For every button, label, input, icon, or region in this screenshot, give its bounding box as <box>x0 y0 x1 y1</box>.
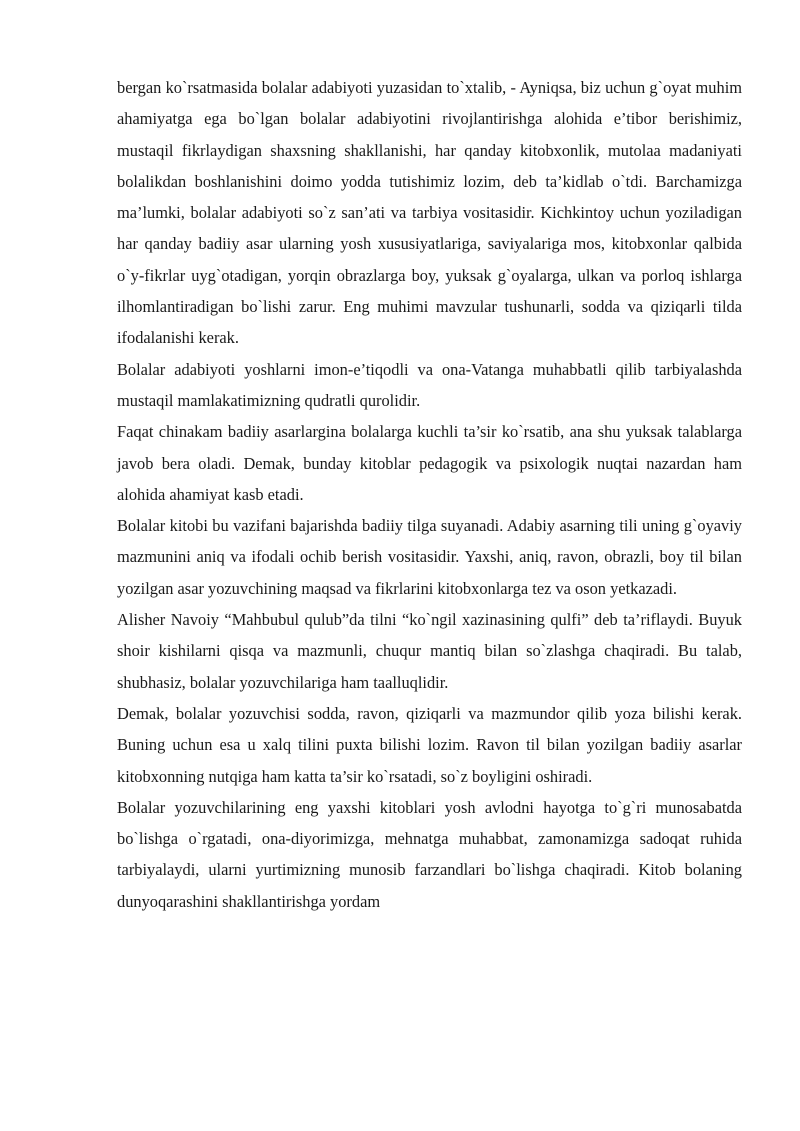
document-page <box>117 72 742 917</box>
paragraph-4: Bolalar kitobi bu vazifani bajarishda badiiy tilga suyanadi. Adabiy asarning tili uning g`oyaviy mazmunini aniq va ifodali ochib berish vositasidir. Yaxshi, aniq, ravon, obrazli, boy til bilan yozilgan asar yozuvchining maqsad va fikrlarini kitobxonlarga tez va oson yetkazadi. <box>117 516 742 598</box>
paragraph-2: Bolalar adabiyoti yoshlarni imon-e’tiqodli va ona-Vatanga muhabbatli qilib tarbiyalashda mustaqil mamlakatimizning qudratli qurolidir. <box>117 359 742 410</box>
paragraph-6: Demak, bolalar yozuvchisi sodda, ravon, qiziqarli va mazmundor qilib yoza bilishi kerak. Buning uchun esa u xalq tilini puxta bilishi lozim. Ravon til bilan yozilgan badiiy asarlar kitobxonning nutqiga ham katta ta’sir ko`rsatadi, so`z boyligini oshiradi. <box>117 703 742 786</box>
paragraph-7: Bolalar yozuvchilarining eng yaxshi kitoblari yosh avlodni hayotga to`g`ri munosabatda bo`lishga o`rgatadi, ona-diyorimizga, mehnatga muhabbat, zamonamizga sadoqat ruhida tarbiyalaydi, ularni yurtimizning munosib farzandlari bo`lishga chaqiradi. Kitob bolaning dunyoqarashini shakllantirishga yordam <box>117 797 742 911</box>
paragraph-1: bergan ko`rsatmasida bolalar adabiyoti yuzasidan to`xtalib, - Ayniqsa, biz uchun g`oyat muhim ahamiyatga ega bo`lgan bolalar adabiyotini rivojlantirishga alohida e’tibor berishimiz, mustaqil fikrlaydigan shaxsning shakllanishi, har qanday kitobxonlik, mutolaa madaniyati bolalikdan boshlanishini doimo yodda tutishimiz lozim, deb ta’kidlab o`tdi. Barchamizga ma’lumki, bolalar adabiyoti so`z san’ati va tarbiya vositasidir. Kichkintoy uchun yoziladigan har qanday badiiy asar ularning yosh xususiyatlariga, saviyalariga mos, kitobxonlar qalbida o`y-fikrlar uyg`otadigan, yorqin obrazlarga boy, yuksak g`oyalarga, ulkan va porloq ishlarga ilhomlantiradigan bo`lishi zarur. Eng muhimi mavzular tushunarli, sodda va qiziqarli tilda ifodalanishi kerak. <box>117 78 742 348</box>
paragraph-5: Alisher Navoiy “Mahbubul qulub”da tilni “ko`ngil xazinasining qulfi” deb ta’riflaydi. Buyuk shoir kishilarni qisqa va mazmunli, chuqur mantiq bilan so`zlashga chaqiradi. Bu talab, shubhasiz, bolalar yozuvchilariga ham taalluqlidir. <box>117 610 742 692</box>
paragraph-3: Faqat chinakam badiiy asarlargina bolalarga kuchli ta’sir ko`rsatib, ana shu yuksak talablarga javob bera oladi. Demak, bunday kitoblar pedagogik va psixologik nuqtai nazardan ham alohida ahamiyat kasb etadi. <box>117 422 742 504</box>
